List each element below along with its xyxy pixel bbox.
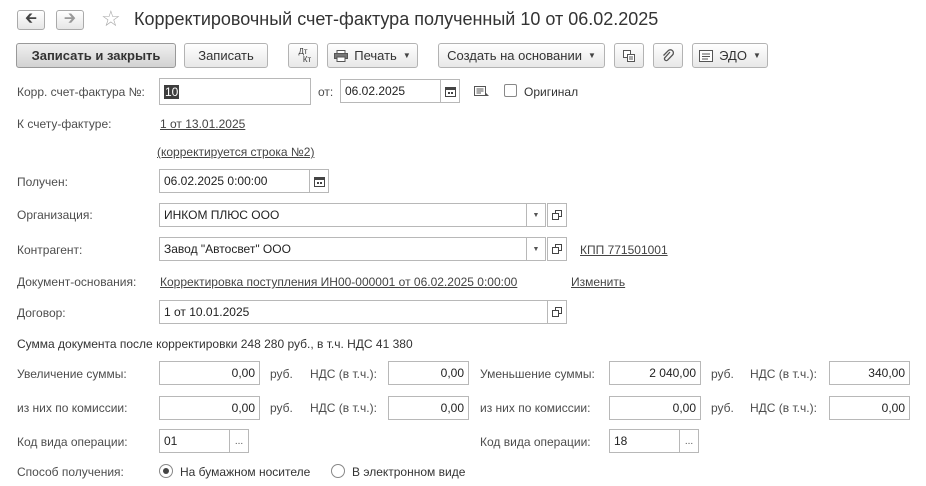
opcode-right-label: Код вида операции: xyxy=(480,435,591,449)
counterparty-dropdown-button[interactable] xyxy=(526,237,546,261)
rub-label: руб. xyxy=(711,401,734,415)
chevron-down-icon: ▼ xyxy=(532,211,540,219)
counterparty-open-button[interactable] xyxy=(547,237,567,261)
received-label: Получен: xyxy=(17,175,68,189)
receipt-electronic-radio[interactable] xyxy=(331,464,345,478)
calendar-button[interactable] xyxy=(440,79,460,103)
kpp-link[interactable]: КПП 771501001 xyxy=(580,243,668,257)
opcode-left-select-button[interactable] xyxy=(229,429,249,453)
rub-label: руб. xyxy=(711,367,734,381)
from-label: от: xyxy=(318,85,334,99)
dt-label: Дт xyxy=(298,46,308,56)
opcode-left-input[interactable]: 01 xyxy=(159,429,230,453)
original-checkbox[interactable] xyxy=(504,84,517,97)
commission-dec-vat-label: НДС (в т.ч.): xyxy=(750,401,817,415)
organization-label: Организация: xyxy=(17,208,93,222)
kt-label: Кт xyxy=(302,54,312,64)
printer-icon xyxy=(334,50,348,62)
page-title: Корректировочный счет-фактура полученный 10 от 06.02.2025 xyxy=(134,9,659,29)
decrease-label: Уменьшение суммы: xyxy=(480,367,595,381)
organization-open-button[interactable] xyxy=(547,203,567,227)
create-based-on-button[interactable] xyxy=(438,43,605,68)
attach-button[interactable] xyxy=(653,43,683,68)
receipt-paper-label: На бумажном носителе xyxy=(180,465,311,479)
print-button[interactable] xyxy=(327,43,418,68)
base-document-link[interactable]: Корректировка поступления ИН00-000001 от 06.02.2025 0:00:00 xyxy=(160,275,518,289)
chevron-down-icon: ▼ xyxy=(587,51,596,60)
create-based-label: Создать на основании xyxy=(447,48,582,63)
to-invoice-label: К счету-фактуре: xyxy=(17,117,112,131)
commission-inc-vat-input[interactable]: 0,00 xyxy=(388,396,469,420)
structure-button[interactable] xyxy=(614,43,644,68)
comment-button[interactable] xyxy=(474,85,490,102)
comment-icon xyxy=(474,85,490,99)
summary-text: Сумма документа после корректировки 248 280 руб., в т.ч. НДС 41 380 xyxy=(17,337,413,351)
organization-input[interactable]: ИНКОМ ПЛЮС ООО xyxy=(159,203,527,227)
opcode-right-input[interactable]: 18 xyxy=(609,429,680,453)
contract-open-button[interactable] xyxy=(547,300,567,324)
print-label: Печать xyxy=(354,48,397,63)
opcode-right-select-button[interactable] xyxy=(679,429,699,453)
calendar-icon xyxy=(314,176,325,187)
back-button[interactable] xyxy=(17,10,45,30)
save-button[interactable]: Записать xyxy=(184,43,268,68)
increase-vat-label: НДС (в т.ч.): xyxy=(310,367,377,381)
received-datetime-input[interactable]: 06.02.2025 0:00:00 xyxy=(159,169,310,193)
arrow-right-icon: 🡲 xyxy=(63,9,77,27)
receipt-electronic-label: В электронном виде xyxy=(352,465,466,479)
receipt-paper-radio[interactable] xyxy=(159,464,173,478)
dt-kt-button[interactable] xyxy=(288,43,318,68)
chevron-down-icon: ▼ xyxy=(532,245,540,253)
corrected-line-link[interactable]: (корректируется строка №2) xyxy=(157,145,315,159)
corr-number-input[interactable] xyxy=(159,78,311,105)
decrease-vat-label: НДС (в т.ч.): xyxy=(750,367,817,381)
counterparty-input[interactable]: Завод "Автосвет" ООО xyxy=(159,237,527,261)
counterparty-label: Контрагент: xyxy=(17,243,83,257)
commission-inc-vat-label: НДС (в т.ч.): xyxy=(310,401,377,415)
commission-dec-amount-input[interactable]: 0,00 xyxy=(609,396,701,420)
commission-dec-label: из них по комиссии: xyxy=(480,401,591,415)
commission-inc-amount-input[interactable]: 0,00 xyxy=(159,396,260,420)
document-structure-icon xyxy=(622,49,636,63)
save-and-close-button[interactable]: Записать и закрыть xyxy=(16,43,176,68)
forward-button[interactable] xyxy=(56,10,84,30)
decrease-amount-input[interactable]: 2 040,00 xyxy=(609,361,701,385)
commission-dec-vat-input[interactable]: 0,00 xyxy=(829,396,910,420)
calendar-icon xyxy=(445,86,456,97)
increase-amount-input[interactable]: 0,00 xyxy=(159,361,260,385)
open-form-icon xyxy=(552,210,562,220)
received-calendar-button[interactable] xyxy=(309,169,329,193)
decrease-vat-input[interactable]: 340,00 xyxy=(829,361,910,385)
star-icon[interactable]: ☆ xyxy=(101,6,121,31)
edo-button[interactable] xyxy=(692,43,768,68)
contract-input[interactable]: 1 от 10.01.2025 xyxy=(159,300,548,324)
rub-label: руб. xyxy=(270,401,293,415)
edo-icon xyxy=(699,50,713,62)
change-link[interactable]: Изменить xyxy=(571,275,626,289)
chevron-down-icon: ▼ xyxy=(402,51,411,60)
paperclip-icon xyxy=(661,49,675,63)
ellipsis-icon: ... xyxy=(234,435,244,447)
to-invoice-link[interactable]: 1 от 13.01.2025 xyxy=(160,117,246,131)
opcode-left-label: Код вида операции: xyxy=(17,435,128,449)
commission-inc-label: из них по комиссии: xyxy=(17,401,128,415)
increase-label: Увеличение суммы: xyxy=(17,367,127,381)
organization-dropdown-button[interactable] xyxy=(526,203,546,227)
chevron-down-icon: ▼ xyxy=(752,51,761,60)
corr-date-input[interactable]: 06.02.2025 xyxy=(340,79,441,103)
corr-number-value: 10 xyxy=(165,84,179,99)
open-form-icon xyxy=(552,244,562,254)
edo-label: ЭДО xyxy=(719,48,747,63)
rub-label: руб. xyxy=(270,367,293,381)
increase-vat-input[interactable]: 0,00 xyxy=(388,361,469,385)
contract-label: Договор: xyxy=(17,306,66,320)
open-form-icon xyxy=(552,307,562,317)
corr-number-label: Корр. счет-фактура №: xyxy=(17,85,145,99)
original-label: Оригинал xyxy=(524,85,579,99)
base-document-label: Документ-основания: xyxy=(17,275,137,289)
receipt-method-label: Способ получения: xyxy=(17,465,124,479)
arrow-left-icon: 🡰 xyxy=(24,9,38,27)
ellipsis-icon: ... xyxy=(684,435,694,447)
